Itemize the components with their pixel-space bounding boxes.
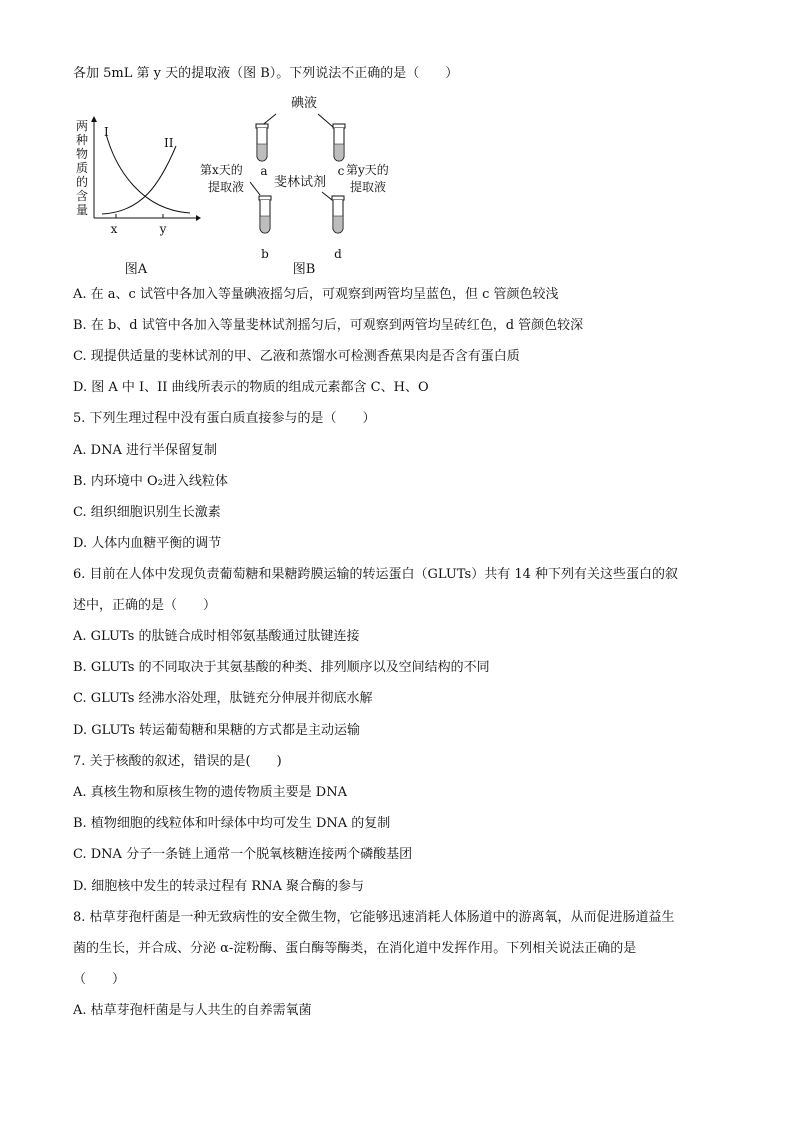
figa-x-tick-2-label: y (159, 222, 167, 236)
q7-option-c: C. DNA 分子一条链上通常一个脱氧核糖连接两个磷酸基团 (73, 847, 413, 862)
figa-curve-2-label: II (164, 136, 174, 150)
figb-day-y-line2: 提取液 (350, 180, 387, 194)
figa-x-arrow (196, 215, 201, 221)
figb-fehling-label: 斐林试剂 (273, 175, 327, 190)
q6-option-c: C. GLUTs 经沸水浴处理，肽链充分伸展并彻底水解 (73, 691, 373, 706)
q5-stem: 5. 下列生理过程中没有蛋白质直接参与的是（ ） (73, 411, 376, 426)
figa-ylabel-5: 含 (75, 189, 89, 203)
figure-b (200, 95, 389, 277)
q7-option-b: B. 植物细胞的线粒体和叶绿体中均可发生 DNA 的复制 (73, 816, 391, 831)
figb-day-x-line1: 第x天的 (200, 163, 243, 177)
figa-x-tick-1-label: x (110, 222, 118, 236)
figa-curve-1-label: I (104, 125, 109, 139)
figa-curve-1 (106, 134, 190, 213)
figure-a (76, 116, 201, 277)
figa-ylabel-6: 量 (75, 203, 89, 217)
q7-option-a: A. 真核生物和原核生物的遗传物质主要是 DNA (73, 785, 347, 800)
tube-b-label: b (261, 247, 269, 261)
tube-a-label: a (260, 164, 268, 178)
q5-option-c: C. 组织细胞识别生长激素 (73, 505, 221, 520)
q5-option-b: B. 内环境中 O₂进入线粒体 (73, 474, 228, 489)
tube-c (333, 124, 345, 161)
figa-ylabel-0: 两 (75, 119, 89, 133)
q4-option-b: B. 在 b、d 试管中各加入等量斐林试剂摇匀后，可观察到两管均呈砖红色，d 管颜色较深 (73, 318, 584, 333)
q7-stem: 7. 关于核酸的叙述，错误的是( ) (73, 754, 282, 769)
figa-curve-2 (102, 146, 176, 214)
q4-option-a: A. 在 a、c 试管中各加入等量碘液摇匀后，可观察到两管均呈蓝色，但 c 管颜色较浅 (73, 287, 559, 302)
q4-stem-tail: 各加 5mL 第 y 天的提取液（图 B）。下列说法不正确的是（ ） (73, 66, 459, 81)
q6-option-a: A. GLUTs 的肽链合成时相邻氨基酸通过肽键连接 (73, 629, 360, 644)
figa-ylabel-4: 的 (75, 175, 89, 189)
q4-figure (60, 92, 420, 281)
q6-option-b: B. GLUTs 的不同取决于其氨基酸的种类、排列顺序以及空间结构的不同 (73, 660, 490, 675)
q8-stem-line2: 菌的生长，并合成、分泌 α-淀粉酶、蛋白酶等酶类，在消化道中发挥作用。下列相关说法正确的是 (73, 941, 637, 956)
q6-stem-line1: 6. 目前在人体中发现负责葡萄糖和果糖跨膜运输的转运蛋白（GLUTs）共有 14 种下列有关这些蛋白的叙 (73, 567, 679, 582)
tube-a (256, 124, 268, 161)
q8-stem-line3: （ ） (73, 972, 126, 987)
figb-day-y-line1: 第y天的 (346, 163, 389, 177)
tube-d-label: d (334, 247, 342, 261)
tube-b (259, 196, 271, 233)
figb-iodine-line-right (318, 114, 333, 127)
q5-option-d: D. 人体内血糖平衡的调节 (73, 536, 222, 551)
q6-option-d: D. GLUTs 转运葡萄糖和果糖的方式都是主动运输 (73, 723, 361, 738)
figb-day-x-line2: 提取液 (208, 180, 245, 194)
q7-option-d: D. 细胞核中发生的转录过程有 RNA 聚合酶的参与 (73, 879, 365, 894)
figa-y-arrow (91, 116, 97, 122)
q8-stem-line1: 8. 枯草芽孢杆菌是一种无致病性的安全微生物，它能够迅速消耗人体肠道中的游离氧，从而促进肠道益生 (73, 910, 675, 925)
q8-option-a: A. 枯草芽孢杆菌是与人共生的自养需氧菌 (73, 1003, 312, 1018)
tube-d (332, 196, 344, 233)
q6-stem-line2: 述中，正确的是（ ） (73, 598, 217, 613)
figb-caption: 图B (292, 262, 316, 277)
figb-fehling-line-right (322, 192, 332, 200)
q4-option-c: C. 现提供适量的斐林试剂的甲、乙液和蒸馏水可检测香蕉果肉是否含有蛋白质 (73, 349, 520, 364)
figa-ylabel-2: 物 (75, 147, 89, 161)
figb-iodine-label: 碘液 (290, 96, 318, 111)
q4-figure-svg (60, 92, 420, 277)
figa-ylabel-1: 种 (75, 133, 89, 147)
figa-caption: 图A (124, 262, 148, 277)
figb-fehling-line-left (250, 182, 260, 195)
q4-option-d: D. 图 A 中 I、II 曲线所表示的物质的组成元素都含 C、H、O (73, 380, 429, 395)
figa-ylabel-3: 质 (75, 161, 89, 175)
q5-option-a: A. DNA 进行半保留复制 (73, 443, 217, 458)
tube-c-label: c (337, 164, 345, 178)
